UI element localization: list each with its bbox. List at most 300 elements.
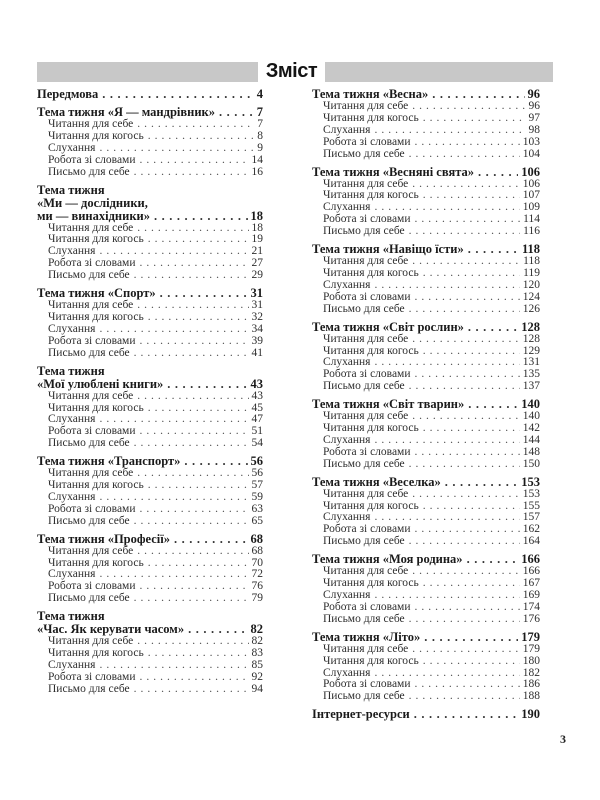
dot-leader: [432, 88, 524, 101]
toc-section-title: Тема тижня «Професії»: [37, 531, 170, 546]
toc-entry-label: Читання для когось: [323, 499, 419, 512]
dot-leader: [134, 593, 249, 605]
toc-entry-label: Письмо для себе: [48, 269, 130, 282]
toc-entry-label: Слухання: [323, 356, 371, 369]
toc-page-number: 142: [522, 422, 540, 435]
toc-entry-label: Слухання: [323, 666, 371, 679]
dot-leader: [414, 602, 519, 614]
toc-entry-label: Робота зі словами: [323, 523, 411, 536]
dot-leader: [137, 636, 248, 648]
dot-leader: [412, 334, 519, 346]
toc-entry-row: [37, 516, 263, 528]
toc-page-number: 128: [521, 319, 540, 334]
dot-leader: [423, 113, 526, 125]
dot-leader: [409, 614, 520, 626]
toc-entry-label: Робота зі словами: [48, 502, 136, 515]
toc-entry-label: Письмо для себе: [323, 380, 405, 393]
toc-entry-label: Робота зі словами: [48, 334, 136, 347]
toc-section: [312, 166, 540, 239]
toc-entry-label: Слухання: [48, 245, 96, 258]
dot-leader: [374, 125, 525, 137]
dot-leader: [148, 234, 249, 246]
toc-page-number: 179: [522, 642, 540, 655]
toc-entry-row: [312, 691, 540, 703]
dot-leader: [468, 321, 518, 334]
toc-page-number: 39: [251, 334, 263, 347]
toc-column-right: [312, 88, 540, 721]
toc-page-number: 63: [251, 502, 263, 515]
footer-page-number: 3: [560, 732, 566, 746]
dot-leader: [134, 167, 249, 179]
toc-entry-label: Робота зі словами: [48, 425, 136, 438]
toc-entry-row: [312, 644, 540, 656]
dot-leader: [412, 256, 520, 268]
toc-page-number: 4: [256, 87, 263, 101]
dot-leader: [148, 648, 249, 660]
toc-page-number: 34: [251, 322, 263, 335]
toc-page-number: 148: [522, 445, 540, 458]
toc-section-heading-row: [312, 476, 540, 489]
toc-entry-row: [37, 155, 263, 167]
toc-page-number: 68: [250, 531, 263, 546]
toc-entry-row: [312, 489, 540, 501]
toc-entry-label: Слухання: [48, 490, 96, 503]
dot-leader: [134, 348, 249, 360]
toc-entry-label: Письмо для себе: [48, 165, 130, 178]
toc-entry-label: Слухання: [323, 201, 371, 214]
toc-section-title: Тема тижня: [37, 363, 105, 378]
toc-entry-label: Читання для когось: [48, 479, 144, 492]
dot-leader: [412, 179, 519, 191]
toc-page-number: 41: [251, 346, 263, 359]
toc-section: [312, 708, 540, 721]
toc-entry-label: Робота зі словами: [323, 135, 411, 148]
dot-leader: [423, 423, 520, 435]
toc-section-title: Інтернет-ресурси: [312, 707, 410, 722]
toc-page-number: 70: [251, 556, 263, 569]
toc-page-number: 162: [522, 523, 540, 536]
toc-entry-label: Письмо для себе: [48, 437, 130, 450]
toc-page-number: 59: [251, 490, 263, 503]
toc-section-title: Передмова: [37, 87, 99, 101]
toc-page-number: 82: [250, 622, 263, 637]
dot-leader: [423, 346, 520, 358]
dot-leader: [139, 672, 248, 684]
dot-leader: [409, 381, 520, 393]
toc-page-number: 45: [251, 401, 263, 414]
toc-page-number: 18: [250, 208, 263, 223]
toc-page-number: 31: [250, 286, 263, 301]
toc-entry-row: [312, 137, 540, 149]
dot-leader: [148, 312, 249, 324]
toc-column-left: [37, 88, 263, 696]
toc-page-number: 126: [522, 302, 540, 315]
toc-page-number: 116: [523, 225, 540, 238]
toc-page-number: 21: [251, 245, 263, 258]
toc-page-number: 179: [521, 629, 540, 644]
toc-page-number: 72: [251, 568, 263, 581]
dot-leader: [478, 166, 518, 179]
toc-section-title: Тема тижня «Весна»: [312, 87, 429, 101]
dot-leader: [188, 623, 247, 636]
toc-page-number: 96: [528, 100, 540, 112]
toc-entry-label: Читання для когось: [323, 111, 419, 124]
dot-leader: [374, 280, 519, 292]
toc-entry-label: Читання для себе: [323, 177, 409, 190]
toc-entry-label: Робота зі словами: [323, 600, 411, 613]
toc-entry-row: [37, 504, 263, 516]
toc-page-number: 180: [522, 654, 540, 667]
dot-leader: [468, 398, 518, 411]
dot-leader: [184, 455, 247, 468]
toc-section-title: «Мої улюблені книги»: [37, 376, 164, 391]
dot-leader: [409, 536, 520, 548]
dot-leader: [468, 243, 519, 256]
toc-section-heading-row: [37, 533, 263, 546]
toc-entry-label: Читання для себе: [323, 487, 409, 500]
dot-leader: [412, 489, 519, 501]
toc-entry-row: [312, 304, 540, 316]
toc-page-number: 68: [251, 544, 263, 557]
dot-leader: [148, 131, 255, 143]
toc-entry-label: Читання для когось: [48, 233, 144, 246]
toc-page-number: 14: [251, 153, 263, 166]
toc-section-heading-row: [312, 631, 540, 644]
toc-entry-label: Читання для себе: [323, 410, 409, 423]
dot-leader: [423, 501, 520, 513]
dot-leader: [139, 155, 248, 167]
toc-page-number: 47: [251, 413, 263, 426]
toc-page-number: 144: [522, 433, 540, 446]
toc-entry-row: [37, 270, 263, 282]
toc-page-number: 94: [251, 682, 263, 695]
dot-leader: [160, 287, 248, 300]
toc-entry-label: Читання для когось: [323, 344, 419, 357]
toc-section-title: Тема тижня «Я — мандрівник»: [37, 105, 215, 119]
toc-page-number: 9: [257, 141, 263, 154]
toc-page-number: 98: [528, 123, 540, 136]
toc-entry-label: Читання для когось: [323, 654, 419, 667]
toc-entry-row: [312, 334, 540, 346]
dot-leader: [423, 268, 520, 280]
toc-section-title: Тема тижня «Транспорт»: [37, 454, 181, 469]
toc-entry-row: [37, 546, 263, 558]
toc-section-heading-row: [37, 197, 263, 210]
toc-entry-label: Робота зі словами: [48, 153, 136, 166]
toc-entry-label: Робота зі словами: [323, 678, 411, 691]
toc-entry-label: Читання для себе: [48, 467, 134, 480]
dot-leader: [139, 426, 248, 438]
toc-page-number: 85: [251, 659, 263, 671]
dot-leader: [137, 119, 254, 131]
toc-section-heading-row: [312, 166, 540, 179]
toc-page-number: 32: [251, 310, 263, 323]
toc-page-number: 164: [522, 535, 540, 548]
toc-entry-row: [312, 459, 540, 471]
toc-section-title: Тема тижня: [37, 182, 105, 197]
dot-leader: [102, 88, 254, 101]
toc-page-number: 120: [522, 278, 540, 291]
toc-entry-row: [312, 536, 540, 548]
toc-page-number: 56: [251, 467, 263, 480]
toc-entry-label: Читання для себе: [323, 642, 409, 655]
dot-leader: [414, 369, 519, 381]
toc-entry-label: Читання для себе: [48, 118, 134, 130]
dot-leader: [409, 691, 520, 703]
toc-page-number: 128: [522, 332, 540, 345]
toc-section-heading-row: [312, 708, 540, 721]
toc-entry-row: [312, 447, 540, 459]
toc-section: [312, 88, 540, 161]
toc-entry-label: Письмо для себе: [323, 225, 405, 238]
toc-page-number: 43: [251, 389, 263, 402]
toc-page-number: 137: [522, 380, 540, 393]
dot-leader: [137, 546, 248, 558]
toc-page-number: 174: [522, 600, 540, 613]
toc-page-number: 83: [251, 647, 263, 660]
dot-leader: [414, 708, 519, 721]
dot-leader: [148, 480, 249, 492]
toc-entry-label: Читання для себе: [323, 332, 409, 345]
toc-entry-row: [312, 614, 540, 626]
toc-page-number: 166: [522, 565, 540, 578]
toc-entry-label: Робота зі словами: [48, 257, 136, 270]
toc-entry-row: [312, 381, 540, 393]
dot-leader: [414, 137, 519, 149]
toc-entry-label: Читання для себе: [323, 565, 409, 578]
toc-page-number: 103: [522, 135, 540, 148]
dot-leader: [148, 403, 249, 415]
toc-page-number: 104: [522, 147, 540, 160]
toc-section-title: Тема тижня: [37, 609, 105, 624]
toc-entry-label: Слухання: [48, 659, 96, 671]
toc-page-number: 106: [522, 177, 540, 190]
dot-leader: [137, 391, 248, 403]
toc-page-number: 157: [522, 511, 540, 524]
toc-page-number: 166: [521, 552, 540, 567]
toc-entry-label: Письмо для себе: [323, 147, 405, 160]
toc-page-number: 56: [250, 454, 263, 469]
toc-page-number: 118: [521, 242, 540, 257]
toc-page-number: 19: [251, 233, 263, 246]
toc-section: [312, 631, 540, 704]
toc-entry-label: Письмо для себе: [48, 346, 130, 359]
toc-page-number: 7: [257, 118, 263, 130]
toc-entry-label: Письмо для себе: [323, 535, 405, 548]
dot-leader: [414, 214, 520, 226]
toc-entry-label: Читання для когось: [323, 422, 419, 435]
dot-leader: [139, 581, 248, 593]
dot-leader: [174, 533, 248, 546]
dot-leader: [134, 438, 249, 450]
toc-entry-label: Читання для себе: [323, 255, 409, 268]
toc-page-number: 65: [251, 514, 263, 527]
toc-section-title: Тема тижня «Моя родина»: [312, 552, 463, 567]
toc-page-number: 182: [522, 666, 540, 679]
dot-leader: [134, 684, 249, 696]
toc-page-number: 16: [251, 165, 263, 178]
toc-entry-label: Письмо для себе: [48, 682, 130, 695]
toc-section: [37, 88, 263, 101]
toc-entry-label: Читання для когось: [48, 401, 144, 414]
toc-section-title: Тема тижня «Веселка»: [312, 474, 441, 489]
toc-section: [37, 455, 263, 528]
dot-leader: [423, 190, 520, 202]
dot-leader: [467, 553, 519, 566]
toc-entry-label: Письмо для себе: [323, 690, 405, 703]
dot-leader: [423, 656, 520, 668]
toc-section-title: Тема тижня «Світ тварин»: [312, 397, 465, 412]
toc-entry-label: Читання для себе: [48, 299, 134, 312]
dot-leader: [134, 516, 249, 528]
toc-section-heading-row: [37, 210, 263, 223]
dot-leader: [412, 101, 525, 113]
toc-section: [312, 398, 540, 471]
toc-entry-label: Робота зі словами: [48, 580, 136, 593]
toc-page-number: 54: [251, 437, 263, 450]
toc-page-number: 129: [522, 344, 540, 357]
toc-entry-label: Читання для себе: [323, 100, 409, 112]
toc-page-number: 43: [250, 376, 263, 391]
toc-entry-label: Робота зі словами: [323, 213, 411, 226]
toc-page-number: 106: [521, 164, 540, 179]
toc-entry-label: Слухання: [323, 589, 371, 601]
toc-page-number: 119: [523, 266, 540, 279]
toc-page-number: 176: [522, 612, 540, 625]
toc-section-title: «Час. Як керувати часом»: [37, 622, 185, 637]
toc-section: [312, 553, 540, 626]
toc-page-number: 140: [522, 410, 540, 423]
toc-page-number: 118: [523, 255, 540, 268]
dot-leader: [424, 631, 518, 644]
toc-page-number: 188: [522, 690, 540, 703]
toc-page-number: 131: [522, 356, 540, 369]
dot-leader: [409, 459, 520, 471]
toc-section-title: «Ми — дослідники,: [37, 195, 148, 210]
toc-entry-label: Слухання: [323, 511, 371, 524]
toc-section-title: Тема тижня «Весняні свята»: [312, 164, 474, 179]
toc-section-title: Тема тижня «Літо»: [312, 629, 421, 644]
toc-entry-row: [312, 125, 540, 137]
toc-section-title: Тема тижня «Навіщо їсти»: [312, 242, 464, 257]
toc-page-number: 92: [251, 670, 263, 683]
toc-entry-label: Слухання: [323, 433, 371, 446]
dot-leader: [412, 411, 519, 423]
dot-leader: [409, 149, 520, 161]
toc-entry-row: [312, 226, 540, 238]
toc-entry-label: Читання для когось: [323, 189, 419, 202]
toc-page-number: 51: [251, 425, 263, 438]
toc-entry-label: Читання для когось: [48, 310, 144, 323]
dot-leader: [137, 223, 248, 235]
header-band-left: [37, 62, 258, 82]
toc-entry-label: Читання для себе: [48, 635, 134, 648]
toc-section: [37, 287, 263, 360]
toc-page-number: 124: [522, 290, 540, 303]
dot-leader: [414, 679, 519, 691]
toc-section-title: Тема тижня «Світ рослин»: [312, 319, 464, 334]
toc-entry-row: [37, 324, 263, 336]
toc-entry-row: [312, 149, 540, 161]
toc-section: [37, 365, 263, 451]
toc-entry-label: Читання для когось: [323, 577, 419, 590]
toc-page-number: 82: [251, 635, 263, 648]
toc-entry-label: Слухання: [48, 322, 96, 335]
toc-entry-label: Читання для когось: [48, 647, 144, 660]
toc-entry-label: Читання для когось: [323, 266, 419, 279]
toc-entry-label: Слухання: [323, 278, 371, 291]
toc-entry-row: [37, 336, 263, 348]
toc-entry-row: [312, 656, 540, 668]
toc-entry-label: Робота зі словами: [323, 368, 411, 381]
toc-entry-label: Робота зі словами: [323, 290, 411, 303]
toc-page-number: 109: [522, 201, 540, 214]
toc-page-number: 135: [522, 368, 540, 381]
dot-leader: [139, 504, 248, 516]
toc-page-number: 96: [527, 87, 540, 101]
toc-entry-label: Письмо для себе: [48, 514, 130, 527]
toc-entry-label: Слухання: [48, 141, 96, 154]
toc-section-heading-row: [37, 88, 263, 101]
toc-page-number: 7: [256, 105, 263, 119]
toc-page-number: 150: [522, 457, 540, 470]
toc-page-number: 153: [522, 487, 540, 500]
toc-section: [312, 321, 540, 394]
toc-section: [37, 610, 263, 696]
toc-entry-row: [312, 292, 540, 304]
toc-page-number: 186: [522, 678, 540, 691]
toc-page-number: 155: [522, 499, 540, 512]
toc-section-title: Тема тижня «Спорт»: [37, 286, 156, 301]
toc-page-number: 27: [251, 257, 263, 270]
toc-section: [37, 533, 263, 606]
dot-leader: [139, 336, 248, 348]
toc-section-heading-row: [37, 378, 263, 391]
dot-leader: [134, 270, 249, 282]
dot-leader: [414, 292, 519, 304]
dot-leader: [219, 106, 254, 119]
dot-leader: [414, 524, 519, 536]
toc-page-number: 57: [251, 479, 263, 492]
dot-leader: [99, 324, 248, 336]
toc-page-number: 140: [521, 397, 540, 412]
toc-entry-label: Слухання: [48, 413, 96, 426]
header-band-right: [325, 62, 553, 82]
toc-section: [37, 106, 263, 179]
toc-page-number: 29: [251, 269, 263, 282]
toc-entry-row: [37, 143, 263, 155]
toc-page-number: 8: [257, 129, 263, 142]
toc-section: [37, 184, 263, 283]
dot-leader: [154, 210, 248, 223]
toc-entry-row: [37, 684, 263, 696]
toc-section-title: ми — винахідники»: [37, 208, 150, 223]
toc-entry-label: Робота зі словами: [323, 445, 411, 458]
dot-leader: [99, 143, 254, 155]
toc-entry-label: Слухання: [323, 123, 371, 136]
dot-leader: [148, 558, 249, 570]
toc-section-heading-row: [312, 321, 540, 334]
toc-section-heading-row: [37, 184, 263, 197]
toc-page-number: 18: [251, 221, 263, 234]
toc-entry-label: Письмо для себе: [323, 457, 405, 470]
toc-entry-row: [37, 167, 263, 179]
dot-leader: [137, 468, 248, 480]
dot-leader: [137, 300, 248, 312]
toc-entry-row: [37, 438, 263, 450]
toc-section: [312, 476, 540, 549]
toc-page-number: 76: [251, 580, 263, 593]
